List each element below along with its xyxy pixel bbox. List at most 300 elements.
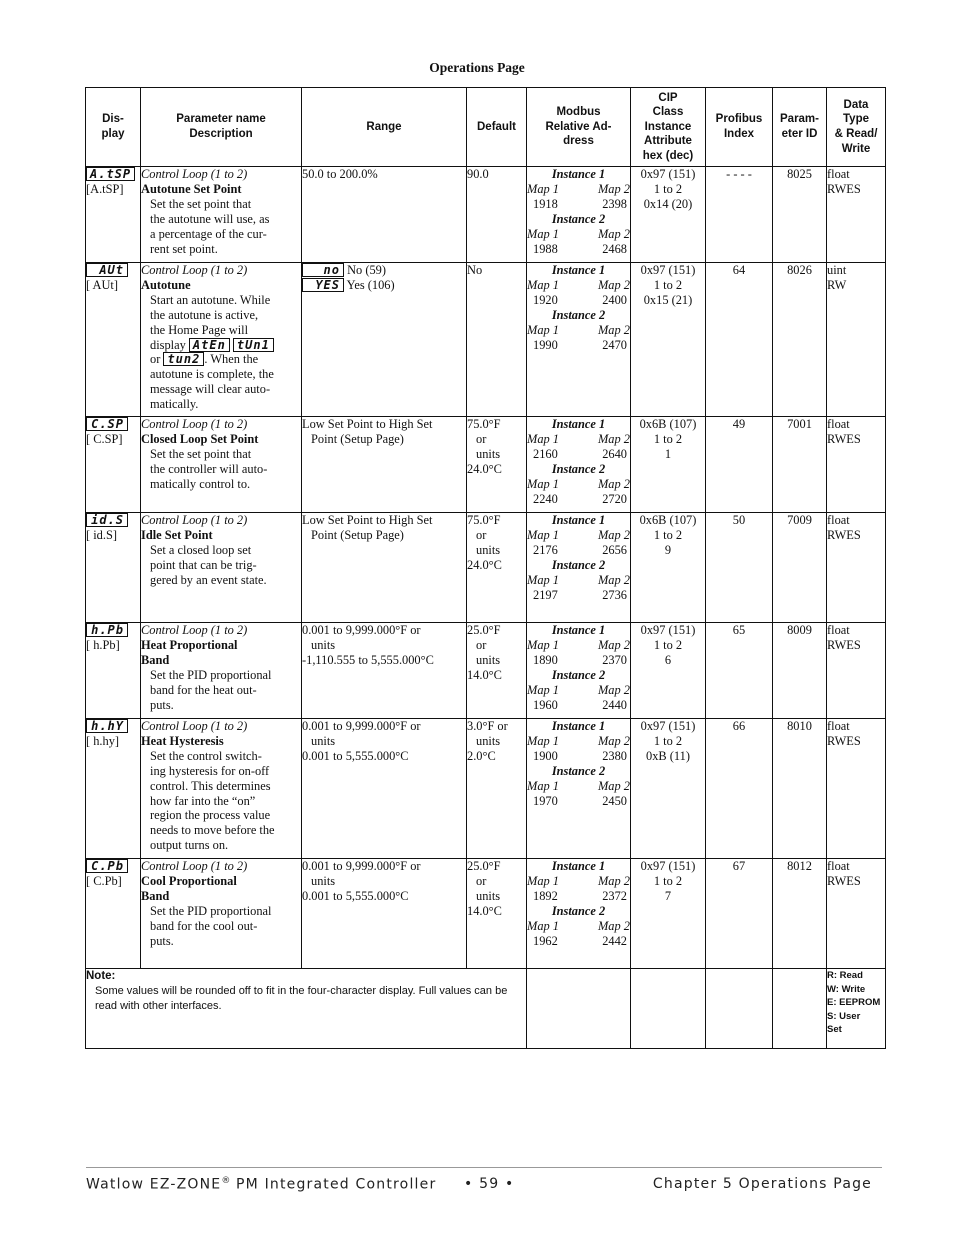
map-label: Map 1 <box>527 527 560 542</box>
parameter-cell <box>141 623 302 719</box>
table-row <box>86 719 886 859</box>
modbus-address: 2442 <box>602 933 627 948</box>
default-text: 75.0°F <box>467 417 501 431</box>
display-code: [ id.S] <box>86 527 117 542</box>
instance-label: Instance 1 <box>551 719 606 733</box>
range-text: -1,110.555 to 5,555.000°C <box>302 652 434 667</box>
cip-attribute: 0x15 (21) <box>643 292 693 307</box>
header-profibus: Profibus Index <box>706 88 773 167</box>
cip-class: 0x6B (107) <box>639 513 697 527</box>
range-text: units <box>311 637 336 652</box>
modbus-cell <box>527 719 631 859</box>
page-title: Operations Page <box>429 60 525 75</box>
data-type: float <box>827 859 850 873</box>
map-label: Map 1 <box>527 572 560 587</box>
modbus-address: 1962 <box>533 933 558 948</box>
cip-attribute: 7 <box>664 888 672 903</box>
header-range: Range <box>302 88 467 167</box>
modbus-address: 2370 <box>602 652 627 667</box>
parameter-cell <box>141 167 302 263</box>
legend-item: R: Read <box>827 970 863 981</box>
description-line: a percentage of the cur- <box>150 226 267 241</box>
modbus-address: 1918 <box>533 196 558 211</box>
parameter-id-cell: 8025 <box>773 167 827 263</box>
parameter-name: Autotune Set Point <box>141 181 242 196</box>
modbus-address: 2400 <box>602 292 627 307</box>
header-cip: CIP Class Instance Attribute hex (dec) <box>631 88 706 167</box>
cip-class: 0x97 (151) <box>640 167 696 181</box>
cip-class: 0x97 (151) <box>640 859 696 873</box>
default-cell <box>467 263 527 417</box>
parameter-name: Autotune <box>141 277 191 292</box>
range-cell <box>302 167 467 263</box>
instance-label: Instance 2 <box>551 903 606 918</box>
read-write: RWES <box>827 733 861 748</box>
modbus-address: 2197 <box>533 587 558 602</box>
lcd-atune-icon: AtEn <box>189 338 230 352</box>
default-text: units <box>476 446 501 461</box>
data-type-cell <box>827 859 886 969</box>
map-label: Map 2 <box>597 476 630 491</box>
table-row <box>86 859 886 969</box>
map-label: Map 1 <box>527 431 560 446</box>
description-line <box>141 352 301 367</box>
footer-page-number: • 59 • <box>464 1176 515 1192</box>
range-cell <box>302 513 467 623</box>
read-write: RWES <box>827 431 861 446</box>
footer-divider <box>86 1167 882 1168</box>
map-label: Map 2 <box>597 873 630 888</box>
description-line: puts. <box>150 697 174 712</box>
cip-instance: 1 to 2 <box>653 873 683 888</box>
modbus-address: 2736 <box>602 587 627 602</box>
default-cell <box>467 513 527 623</box>
lcd-yes-icon: YES <box>302 278 344 292</box>
modbus-address: 2450 <box>602 793 627 808</box>
note-empty-cell <box>706 969 773 1049</box>
footer-brand: Watlow EZ-ZONE <box>86 1176 222 1193</box>
cip-attribute: 0x14 (20) <box>643 196 693 211</box>
description-line: band for the cool out- <box>150 918 258 933</box>
map-label: Map 1 <box>527 918 560 933</box>
lcd-display-icon: h.Pb <box>86 623 128 637</box>
default-cell <box>467 167 527 263</box>
display-code: [ h.Pb] <box>86 637 120 652</box>
map-label: Map 1 <box>527 873 560 888</box>
range-option <box>302 278 466 293</box>
description-line: Set the PID proportional <box>150 903 272 918</box>
description-line: how far into the “on” <box>150 793 256 808</box>
modbus-address: 2470 <box>602 337 627 352</box>
cip-instance: 1 to 2 <box>653 431 683 446</box>
range-text: Low Set Point to High Set <box>302 417 433 431</box>
read-write: RWES <box>827 637 861 652</box>
lcd-display-icon: C.SP <box>86 417 128 431</box>
cip-cell <box>631 623 706 719</box>
cip-instance: 1 to 2 <box>653 527 683 542</box>
instance-label: Instance 2 <box>551 211 606 226</box>
cip-cell <box>631 513 706 623</box>
modbus-cell <box>527 167 631 263</box>
modbus-address: 1920 <box>533 292 558 307</box>
instance-label: Instance 1 <box>551 859 606 873</box>
data-type-cell <box>827 417 886 513</box>
data-type: uint <box>827 263 847 277</box>
parameter-id-cell: 8010 <box>773 719 827 859</box>
lcd-tune1-icon: tUn1 <box>233 338 274 352</box>
profibus-cell: 50 <box>706 513 773 623</box>
note-text: Some values will be rounded off to fit in the four-character display. Full values can be read with other interfaces. <box>95 985 508 1012</box>
map-label: Map 1 <box>527 322 560 337</box>
parameter-id-cell: 7001 <box>773 417 827 513</box>
instance-label: Instance 2 <box>551 461 606 476</box>
cip-class: 0x97 (151) <box>640 623 696 637</box>
control-loop-label: Control Loop (1 to 2) <box>141 417 248 431</box>
instance-label: Instance 1 <box>551 417 606 431</box>
default-text: 14.0°C <box>467 667 502 682</box>
description-line: point that can be trig- <box>150 557 257 572</box>
modbus-address: 2398 <box>602 196 627 211</box>
data-type-cell <box>827 623 886 719</box>
table-row <box>86 167 886 263</box>
map-label: Map 2 <box>597 322 630 337</box>
header-display: Dis- play <box>86 88 141 167</box>
parameter-cell <box>141 417 302 513</box>
modbus-address: 2440 <box>602 697 627 712</box>
description-line: matically. <box>150 397 199 412</box>
description-line: region the process value <box>150 808 271 823</box>
profibus-cell: 64 <box>706 263 773 417</box>
display-code: [ AUt] <box>86 277 119 292</box>
parameter-name: Band <box>141 888 170 903</box>
lcd-display-icon: C.Pb <box>86 859 128 873</box>
cip-instance: 1 to 2 <box>653 277 683 292</box>
parameter-id-cell: 7009 <box>773 513 827 623</box>
range-text: 0.001 to 9,999.000°F or <box>302 623 421 637</box>
default-text: or <box>476 873 487 888</box>
cip-attribute: 9 <box>664 542 672 557</box>
legend-item: Set <box>827 1024 842 1035</box>
description-line: Set the set point that <box>150 196 252 211</box>
display-cell <box>86 513 141 623</box>
cip-cell <box>631 719 706 859</box>
default-text: 25.0°F <box>467 623 501 637</box>
profibus-cell: 66 <box>706 719 773 859</box>
data-type-cell <box>827 167 886 263</box>
map-label: Map 1 <box>527 682 560 697</box>
description-line: message will clear auto- <box>150 382 271 397</box>
cip-instance: 1 to 2 <box>653 637 683 652</box>
data-type: float <box>827 167 850 181</box>
description-line: puts. <box>150 933 174 948</box>
modbus-address: 2176 <box>533 542 558 557</box>
control-loop-label: Control Loop (1 to 2) <box>141 623 248 637</box>
header-default: Default <box>467 88 527 167</box>
default-text: units <box>476 542 501 557</box>
range-cell <box>302 859 467 969</box>
read-write-legend <box>827 969 886 1049</box>
profibus-cell: 49 <box>706 417 773 513</box>
map-label: Map 1 <box>527 277 560 292</box>
range-text: Low Set Point to High Set <box>302 513 433 527</box>
map-label: Map 1 <box>527 226 560 241</box>
range-text: 50.0 to 200.0% <box>302 167 378 181</box>
modbus-address: 1900 <box>533 748 558 763</box>
default-text: or <box>476 637 487 652</box>
table-row <box>86 417 886 513</box>
profibus-cell: - - - - <box>706 167 773 263</box>
display-code: [A.tSP] <box>86 181 124 196</box>
lcd-display-icon: id.S <box>86 513 128 527</box>
instance-label: Instance 2 <box>551 667 606 682</box>
default-cell <box>467 417 527 513</box>
description-line: Set the set point that <box>150 446 252 461</box>
cip-class: 0x97 (151) <box>640 263 696 277</box>
instance-label: Instance 2 <box>551 557 606 572</box>
modbus-address: 1970 <box>533 793 558 808</box>
data-type: float <box>827 417 850 431</box>
cip-attribute: 6 <box>664 652 672 667</box>
cip-cell <box>631 263 706 417</box>
parameter-id-cell: 8026 <box>773 263 827 417</box>
description-line: control. This determines <box>150 778 271 793</box>
note-empty-cell <box>631 969 706 1049</box>
table-row <box>86 623 886 719</box>
lcd-tune2-icon: tun2 <box>163 352 204 366</box>
header-data-type: Data Type & Read/ Write <box>827 88 886 167</box>
read-write: RW <box>827 277 847 292</box>
description-line: the autotune will use, as <box>150 211 270 226</box>
description-line: matically control to. <box>150 476 251 491</box>
modbus-address: 2656 <box>602 542 627 557</box>
display-cell <box>86 263 141 417</box>
modbus-cell <box>527 263 631 417</box>
read-write: RWES <box>827 527 861 542</box>
control-loop-label: Control Loop (1 to 2) <box>141 859 248 873</box>
default-text: 14.0°C <box>467 903 502 918</box>
map-label: Map 2 <box>597 226 630 241</box>
table-row <box>86 513 886 623</box>
description-line: Set the control switch- <box>150 748 262 763</box>
display-cell <box>86 859 141 969</box>
display-code: [ C.Pb] <box>86 873 122 888</box>
description-line: rent set point. <box>150 241 218 256</box>
parameter-name: Band <box>141 652 170 667</box>
modbus-address: 2380 <box>602 748 627 763</box>
parameter-id-cell: 8009 <box>773 623 827 719</box>
description-text: . When the <box>204 352 259 367</box>
description-line: output turns on. <box>150 838 229 853</box>
data-type-cell <box>827 719 886 859</box>
modbus-cell <box>527 623 631 719</box>
note-empty-cell <box>773 969 827 1049</box>
modbus-address: 1988 <box>533 241 558 256</box>
modbus-address: 2372 <box>602 888 627 903</box>
note-row <box>86 969 886 1049</box>
parameter-name: Cool Proportional <box>141 873 237 888</box>
modbus-address: 2160 <box>533 446 558 461</box>
default-cell <box>467 623 527 719</box>
map-label: Map 2 <box>597 637 630 652</box>
legend-item: E: EEPROM <box>827 997 881 1008</box>
range-option-text: Yes (106) <box>346 277 395 292</box>
display-cell <box>86 623 141 719</box>
description-line: ing hysteresis for on-off <box>150 763 270 778</box>
cip-instance: 1 to 2 <box>653 181 683 196</box>
table-header-row <box>86 88 886 167</box>
read-write: RWES <box>827 873 861 888</box>
parameter-cell <box>141 859 302 969</box>
description-line: the Home Page will <box>150 322 249 337</box>
modbus-cell <box>527 513 631 623</box>
range-option <box>302 263 466 278</box>
range-text: units <box>311 873 336 888</box>
parameter-name: Heat Hysteresis <box>141 733 224 748</box>
map-label: Map 2 <box>597 431 630 446</box>
description-line: needs to move before the <box>150 823 275 838</box>
display-code: [ h.hy] <box>86 733 120 748</box>
default-text: or <box>476 431 487 446</box>
modbus-address: 1890 <box>533 652 558 667</box>
data-type: float <box>827 513 850 527</box>
map-label: Map 2 <box>597 918 630 933</box>
data-type-cell <box>827 263 886 417</box>
registered-mark: ® <box>221 1176 231 1186</box>
description-text: or <box>150 352 161 367</box>
header-parameter: Parameter name Description <box>141 88 302 167</box>
default-text: or <box>476 527 487 542</box>
modbus-address: 1892 <box>533 888 558 903</box>
page-footer <box>86 1176 872 1196</box>
note-cell <box>86 969 527 1049</box>
range-text: 0.001 to 9,999.000°F or <box>302 719 421 733</box>
default-text: No <box>467 263 483 277</box>
footer-chapter: Chapter 5 Operations Page <box>652 1176 872 1192</box>
footer-product-name <box>86 1176 436 1193</box>
control-loop-label: Control Loop (1 to 2) <box>141 167 248 181</box>
display-cell <box>86 167 141 263</box>
range-cell <box>302 719 467 859</box>
map-label: Map 2 <box>597 733 630 748</box>
description-line: Set the PID proportional <box>150 667 272 682</box>
description-line: gered by an event state. <box>150 572 267 587</box>
description-line: autotune is complete, the <box>150 367 274 382</box>
range-cell <box>302 417 467 513</box>
range-text: units <box>311 733 336 748</box>
description-line: the controller will auto- <box>150 461 268 476</box>
map-label: Map 2 <box>597 778 630 793</box>
cip-attribute: 1 <box>664 446 672 461</box>
data-type-cell <box>827 513 886 623</box>
modbus-cell <box>527 417 631 513</box>
display-cell <box>86 417 141 513</box>
profibus-cell: 65 <box>706 623 773 719</box>
read-write: RWES <box>827 181 861 196</box>
default-text: units <box>476 888 501 903</box>
default-text: 24.0°C <box>467 461 502 476</box>
display-cell <box>86 719 141 859</box>
lcd-display-icon: A.tSP <box>86 167 135 181</box>
instance-label: Instance 2 <box>551 763 606 778</box>
cip-cell <box>631 167 706 263</box>
cip-instance: 1 to 2 <box>653 733 683 748</box>
default-text: 3.0°F or <box>467 719 508 733</box>
cip-class: 0x6B (107) <box>639 417 697 431</box>
range-cell <box>302 263 467 417</box>
default-cell <box>467 719 527 859</box>
cip-cell <box>631 859 706 969</box>
map-label: Map 2 <box>597 181 630 196</box>
range-text: 0.001 to 5,555.000°C <box>302 888 409 903</box>
range-text: Point (Setup Page) <box>311 431 404 446</box>
lcd-display-icon: h.hY <box>86 719 128 733</box>
map-label: Map 1 <box>527 637 560 652</box>
cip-cell <box>631 417 706 513</box>
note-empty-cell <box>527 969 631 1049</box>
range-text: 0.001 to 5,555.000°C <box>302 748 409 763</box>
modbus-cell <box>527 859 631 969</box>
default-text: 25.0°F <box>467 859 501 873</box>
lcd-display-icon: AUt <box>86 263 128 277</box>
modbus-address: 1960 <box>533 697 558 712</box>
description-line: Set a closed loop set <box>150 542 252 557</box>
default-text: units <box>476 652 501 667</box>
parameter-cell <box>141 263 302 417</box>
parameter-id-cell: 8012 <box>773 859 827 969</box>
instance-label: Instance 1 <box>551 263 606 277</box>
map-label: Map 2 <box>597 682 630 697</box>
description-line: band for the heat out- <box>150 682 257 697</box>
cip-attribute: 0xB (11) <box>646 748 690 763</box>
instance-label: Instance 1 <box>551 623 606 637</box>
header-modbus: Modbus Relative Ad- dress <box>527 88 631 167</box>
instance-label: Instance 2 <box>551 307 606 322</box>
default-cell <box>467 859 527 969</box>
control-loop-label: Control Loop (1 to 2) <box>141 719 248 733</box>
cip-class: 0x97 (151) <box>640 719 696 733</box>
header-parameter-id: Param- eter ID <box>773 88 827 167</box>
description-line: the autotune is active, <box>150 307 259 322</box>
description-line: Start an autotune. While <box>150 292 271 307</box>
table-row <box>86 263 886 417</box>
parameter-name: Heat Proportional <box>141 637 238 652</box>
map-label: Map 1 <box>527 476 560 491</box>
description-line <box>141 338 301 353</box>
map-label: Map 2 <box>597 277 630 292</box>
parameter-cell <box>141 719 302 859</box>
profibus-cell: 67 <box>706 859 773 969</box>
map-label: Map 1 <box>527 733 560 748</box>
parameter-cell <box>141 513 302 623</box>
footer-product: PM Integrated Controller <box>230 1176 437 1193</box>
instance-label: Instance 1 <box>551 513 606 527</box>
legend-item: W: Write <box>827 983 866 995</box>
modbus-address: 2720 <box>602 491 627 506</box>
modbus-address: 2240 <box>533 491 558 506</box>
modbus-address: 2640 <box>602 446 627 461</box>
data-type: float <box>827 719 850 733</box>
instance-label: Instance 1 <box>551 167 606 181</box>
description-text: display <box>150 337 186 352</box>
default-text: 24.0°C <box>467 557 502 572</box>
parameter-name: Closed Loop Set Point <box>141 431 259 446</box>
default-text: 75.0°F <box>467 513 501 527</box>
control-loop-label: Control Loop (1 to 2) <box>141 513 248 527</box>
map-label: Map 1 <box>527 778 560 793</box>
operations-table <box>85 87 886 1049</box>
range-cell <box>302 623 467 719</box>
control-loop-label: Control Loop (1 to 2) <box>141 263 248 277</box>
